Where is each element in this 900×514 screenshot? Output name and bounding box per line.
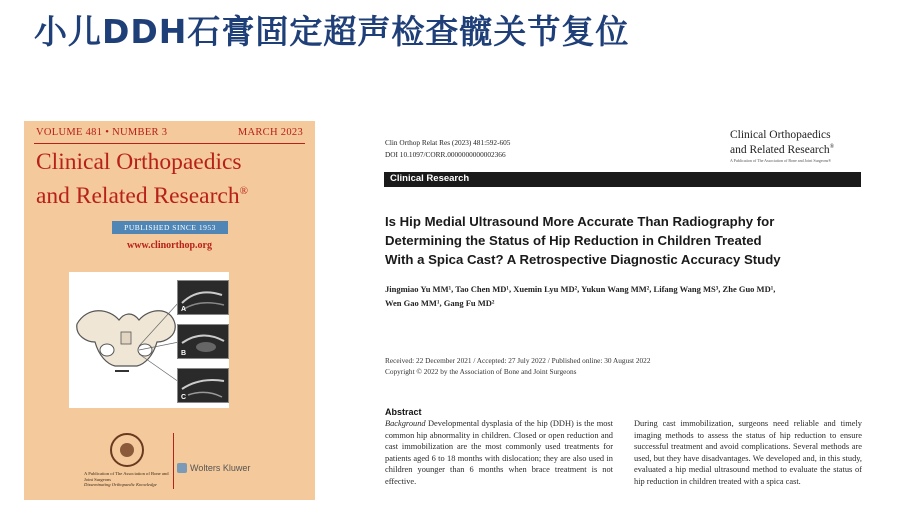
- abstract-heading: Abstract: [385, 407, 422, 417]
- cover-issue-line: [36, 127, 303, 141]
- cover-url: www.clinorthop.org: [127, 240, 212, 251]
- cover-rule: [34, 143, 305, 144]
- section-label: Clinical Research: [390, 173, 470, 184]
- association-seal-icon: [110, 433, 144, 467]
- cover-motto: Disseminating Orthopaedic Knowledge: [84, 482, 157, 488]
- slide-title: 小儿DDH石膏固定超声检查髋关节复位: [34, 12, 630, 51]
- cover-registered: ®: [239, 185, 248, 197]
- article-citation: [385, 137, 510, 161]
- article-title: [385, 212, 865, 269]
- cover-date: MARCH 2023: [237, 127, 303, 138]
- wolters-kluwer-icon: [177, 463, 187, 473]
- cover-name-line1: Clinical Orthopaedics: [36, 149, 242, 175]
- abstract-column-left: [385, 418, 613, 488]
- title-line-2: Determining the Status of Hip Reduction in Children Treated: [385, 233, 762, 248]
- article-dates: [385, 355, 865, 377]
- section-bar: [384, 172, 861, 187]
- cover-figure: [69, 272, 229, 408]
- doi-line: DOI 10.1097/CORR.0000000000002366: [385, 150, 506, 159]
- logo-subtitle: A Publication of The Association of Bone and Joint Surgeons®: [730, 157, 832, 163]
- publisher-name: Wolters Kluwer: [190, 463, 251, 473]
- ultrasound-panel-c: [177, 368, 229, 403]
- cover-divider: [173, 433, 174, 489]
- pelvis-illustration: [69, 272, 179, 408]
- authors-line-2: Wen Gao MM¹, Gang Fu MD²: [385, 298, 495, 308]
- logo-line1: Clinical Orthopaedics: [730, 129, 831, 141]
- article-authors: [385, 282, 865, 310]
- ultrasound-panel-b: [177, 324, 229, 359]
- background-text: Developmental dysplasia of the hip (DDH) is the most common hip abnormality in children. Closed or open reduction and cast immobilization are the most commonly used treatments for patients aged 6 to 18 months with dislocation; they are also used in children younger than 6 months when brace treatment is not effective.: [385, 419, 613, 486]
- citation-line: Clin Orthop Relat Res (2023) 481:592-605: [385, 138, 511, 147]
- title-line-3: With a Spica Cast? A Retrospective Diagnostic Accuracy Study: [385, 252, 781, 267]
- logo-registered: ®: [829, 144, 835, 150]
- background-label: Background: [385, 419, 426, 428]
- history-line: Received: 22 December 2021 / Accepted: 27 July 2022 / Published online: 30 August 2022: [385, 356, 651, 365]
- logo-line2: and Related Research: [730, 143, 830, 156]
- journal-cover: [24, 121, 315, 500]
- panel-label-b: B: [181, 350, 187, 357]
- authors-line-1: Jingmiao Yu MM¹, Tao Chen MD¹, Xuemin Lyu MD², Yukun Wang MM², Lifang Wang MS³, Zhe Guo MD¹,: [385, 284, 776, 294]
- cover-journal-name: [36, 148, 311, 211]
- panel-label-a: A: [181, 306, 187, 313]
- copyright-line: Copyright © 2022 by the Association of Bone and Joint Surgeons: [385, 367, 577, 376]
- abstract-column-right: During cast immobilization, surgeons need reliable and timely imaging methods to assess the status of hip reduction to ensure successful treatment and avoid complications. Several methods are used, but they have disadvantages. We developed and, in this study, evaluated a hip medial ultrasound method to evaluate the status of hip reduction in children treated with a spica cast.: [634, 419, 862, 486]
- journal-logo: [730, 129, 834, 164]
- title-line-1: Is Hip Medial Ultrasound More Accurate Than Radiography for: [385, 214, 775, 229]
- cover-association: [84, 471, 172, 488]
- cover-association-text: A Publication of The Association of Bone and Joint Surgeons: [84, 471, 169, 482]
- publisher-logo: [177, 463, 250, 473]
- panel-label-c: C: [181, 394, 187, 401]
- cover-since-badge: PUBLISHED SINCE 1953: [112, 221, 228, 234]
- cover-name-line2: and Related Research: [36, 182, 240, 209]
- cover-volume: VOLUME 481 • NUMBER 3: [36, 127, 168, 138]
- ultrasound-panel-a: [177, 280, 229, 315]
